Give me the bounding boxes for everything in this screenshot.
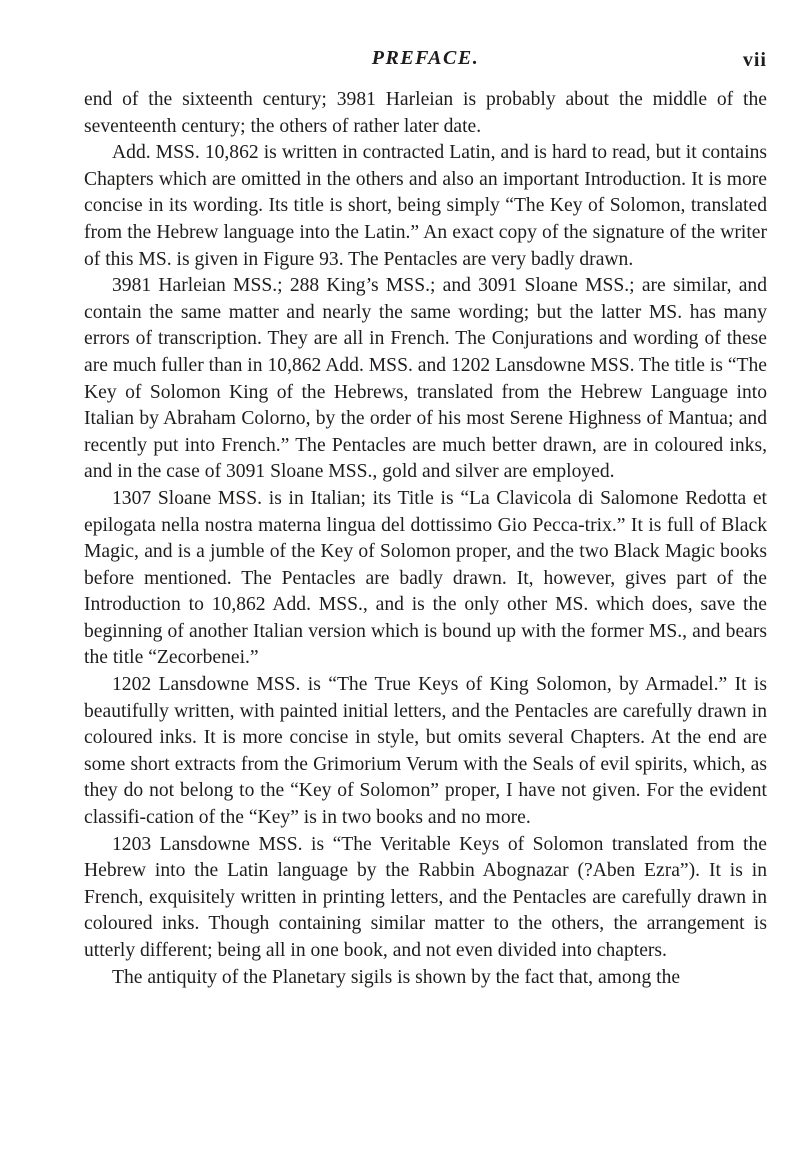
running-head — [84, 47, 767, 77]
body-text — [84, 87, 767, 991]
paragraph-7: The antiquity of the Planetary sigils is shown by the fact that, among the — [112, 966, 681, 988]
paragraph-4: 1307 Sloane MSS. is in Italian; its Title is “La Clavicola di Salomone Redotta et epilogata nella nostra materna lingua del dottissimo Gio Pecca-trix.” It is full of Black Magic, and is a jumble of the Key of Solomon proper, and the two Black Magic books before mentioned. The Pentacles are badly drawn. It, however, gives part of the Introduction to 10,862 Add. MSS., and is the only other MS. which does, save the beginning of another Italian version which is bound up with the former MS., and bears the title “Zecorbenei.” — [84, 487, 767, 669]
paragraph-6: 1203 Lansdowne MSS. is “The Veritable Keys of Solomon translated from the Hebrew into the Latin language by the Rabbin Abognazar (?Aben Ezra”). It is in French, exquisitely written in printing letters, and the Pentacles are carefully drawn in coloured inks. Though containing similar matter to the others, the arrangement is utterly different; being all in one book, and not even divided into chapters. — [84, 833, 767, 961]
page-number: vii — [742, 49, 767, 71]
paragraph-2: Add. MSS. 10,862 is written in contracted Latin, and is hard to read, but it contains Chapters which are omitted in the others and also an important Introduction. It is more concise in its wording. Its title is short, being simply “The Key of Solomon, translated from the Hebrew language into the Latin.” An exact copy of the signature of the writer of this MS. is given in Figure 93. The Pentacles are very badly drawn. — [84, 142, 767, 270]
paragraph-3: 3981 Harleian MSS.; 288 King’s MSS.; and 3091 Sloane MSS.; are similar, and contain the same matter and nearly the same wording; but the latter MS. has many errors of transcription. They are all in French. The Conjurations and wording of these are much fuller than in 10,862 Add. MSS. and 1202 Lansdowne MSS. The title is “The Key of Solomon King of the Hebrews, translated from the Hebrew Language into Italian by Abraham Colorno, by the order of his most Serene Highness of Mantua; and recently put into French.” The Pentacles are much better drawn, are in coloured inks, and in the case of 3091 Sloane MSS., gold and silver are employed. — [84, 275, 767, 483]
paragraph-1: end of the sixteenth century; 3981 Harleian is probably about the middle of the seventeenth century; the others of rather later date. — [84, 89, 767, 137]
running-title: PREFACE. — [371, 47, 480, 69]
paragraph-5: 1202 Lansdowne MSS. is “The True Keys of King Solomon, by Armadel.” It is beautifully written, with painted initial letters, and the Pentacles are carefully drawn in coloured inks. It is more concise in style, but omits several Chapters. At the end are some short extracts from the Grimorium Verum with the Seals of evil spirits, which, as they do not belong to the “Key of Solomon” proper, I have not given. For the evident classifi-cation of the “Key” is in two books and no more. — [84, 674, 767, 829]
